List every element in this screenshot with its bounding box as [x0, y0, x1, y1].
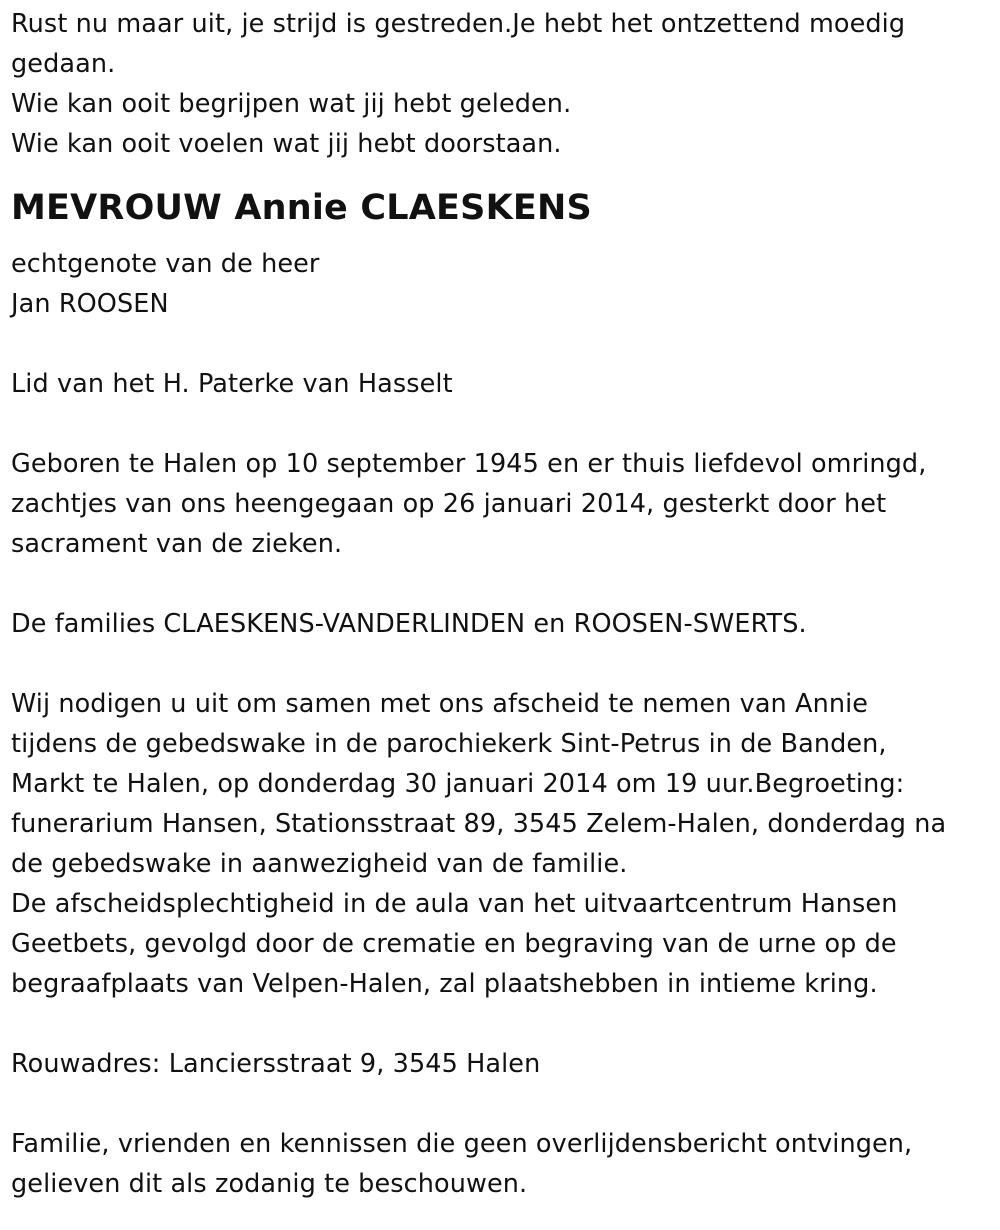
paragraph-line: Markt te Halen, op donderdag 30 januari 2014 om 19 uur.Begroeting: — [11, 769, 905, 799]
paragraph-line: Geetbets, gevolgd door de crematie en begraving van de urne op de — [11, 929, 897, 959]
paragraph-line: funerarium Hansen, Stationsstraat 89, 3545 Zelem-Halen, donderdag na — [11, 809, 947, 839]
paragraph-line: gelieven dit als zodanig te beschouwen. — [11, 1169, 528, 1199]
poem-line: Wie kan ooit begrijpen wat jij hebt geleden. — [11, 89, 572, 119]
spacer — [11, 1084, 991, 1124]
paragraph-line: Wij nodigen u uit om samen met ons afscheid te nemen van Annie — [11, 689, 869, 719]
membership: Lid van het H. Paterke van Hasselt — [11, 369, 453, 399]
poem-line: gedaan. — [11, 49, 116, 79]
relation-line: echtgenote van de heer — [11, 249, 320, 279]
closing-paragraph — [11, 1124, 991, 1204]
spouse-name: Jan ROOSEN — [11, 289, 169, 319]
obituary-document — [11, 4, 991, 1204]
spacer — [11, 564, 991, 604]
spacer — [11, 404, 991, 444]
paragraph-line: de gebedswake in aanwezigheid van de familie. — [11, 849, 628, 879]
paragraph-line: tijdens de gebedswake in de parochiekerk Sint-Petrus in de Banden, — [11, 729, 887, 759]
invitation-paragraph — [11, 684, 991, 1004]
mourning-address: Rouwadres: Lanciersstraat 9, 3545 Halen — [11, 1049, 541, 1079]
paragraph-line: Geboren te Halen op 10 september 1945 en er thuis liefdevol omringd, — [11, 449, 927, 479]
spacer — [11, 644, 991, 684]
paragraph-line: sacrament van de zieken. — [11, 529, 343, 559]
deceased-name: MEVROUW Annie CLAESKENS — [11, 188, 592, 228]
paragraph-line: zachtjes van ons heengegaan op 26 januari 2014, gesterkt door het — [11, 489, 887, 519]
poem-line: Rust nu maar uit, je strijd is gestreden.Je hebt het ontzettend moedig — [11, 9, 906, 39]
poem-line: Wie kan ooit voelen wat jij hebt doorstaan. — [11, 129, 562, 159]
spacer — [11, 324, 991, 364]
poem — [11, 4, 991, 164]
paragraph-line: begraafplaats van Velpen-Halen, zal plaatshebben in intieme kring. — [11, 969, 878, 999]
paragraph-line: Familie, vrienden en kennissen die geen overlijdensbericht ontvingen, — [11, 1129, 913, 1159]
families: De families CLAESKENS-VANDERLINDEN en ROOSEN-SWERTS. — [11, 609, 807, 639]
spacer — [11, 1004, 991, 1044]
birth-death-paragraph — [11, 444, 991, 564]
paragraph-line: De afscheidsplechtigheid in de aula van het uitvaartcentrum Hansen — [11, 889, 898, 919]
